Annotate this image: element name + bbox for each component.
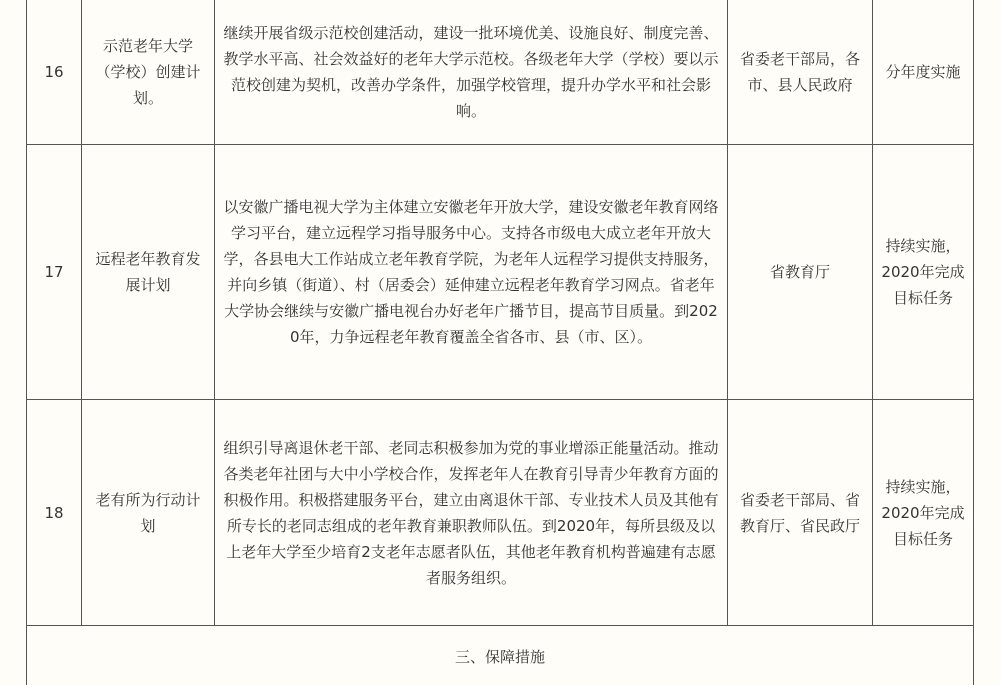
timeline: 分年度实施: [873, 0, 974, 145]
section-row: [27, 626, 974, 685]
plan-content: 以安徽广播电视大学为主体建立安徽老年开放大学，建设安徽老年教育网络学习平台，建立远程学习指导服务中心。支持各市级电大成立老年开放大学，各县电大工作站成立老年教育学院，为老年人远程学习提供支持服务，并向乡镇（街道）、村（居委会）延伸建立远程老年教育学习网点。省老年大学协会继续与安徽广播电视台办好老年广播节目，提高节目质量。到2020年，力争远程老年教育覆盖全省各市、县（市、区）。: [215, 145, 728, 400]
plan-table: [26, 0, 974, 685]
responsible-department: 省委老干部局，各市、县人民政府: [728, 0, 873, 145]
timeline: 持续实施，2020年完成目标任务: [873, 400, 974, 626]
row-number: 18: [27, 400, 82, 626]
section-heading: 三、保障措施: [27, 626, 974, 685]
plan-name: 老有所为行动计划: [82, 400, 215, 626]
table-row: [27, 400, 974, 626]
responsible-department: 省教育厅: [728, 145, 873, 400]
row-number: 16: [27, 0, 82, 145]
plan-name: 示范老年大学（学校）创建计划。: [82, 0, 215, 145]
responsible-department: 省委老干部局、省教育厅、省民政厅: [728, 400, 873, 626]
row-number: 17: [27, 145, 82, 400]
plan-name: 远程老年教育发展计划: [82, 145, 215, 400]
plan-content: 继续开展省级示范校创建活动，建设一批环境优美、设施良好、制度完善、教学水平高、社会效益好的老年大学示范校。各级老年大学（学校）要以示范校创建为契机，改善办学条件，加强学校管理，提升办学水平和社会影响。: [215, 0, 728, 145]
table-row: [27, 0, 974, 145]
plan-content: 组织引导离退休老干部、老同志积极参加为党的事业增添正能量活动。推动各类老年社团与大中小学校合作，发挥老年人在教育引导青少年教育方面的积极作用。积极搭建服务平台，建立由离退休干部、专业技术人员及其他有所专长的老同志组成的老年教育兼职教师队伍。到2020年，每所县级及以上老年大学至少培育2支老年志愿者队伍，其他老年教育机构普遍建有志愿者服务组织。: [215, 400, 728, 626]
table-row: [27, 145, 974, 400]
timeline: 持续实施，2020年完成目标任务: [873, 145, 974, 400]
